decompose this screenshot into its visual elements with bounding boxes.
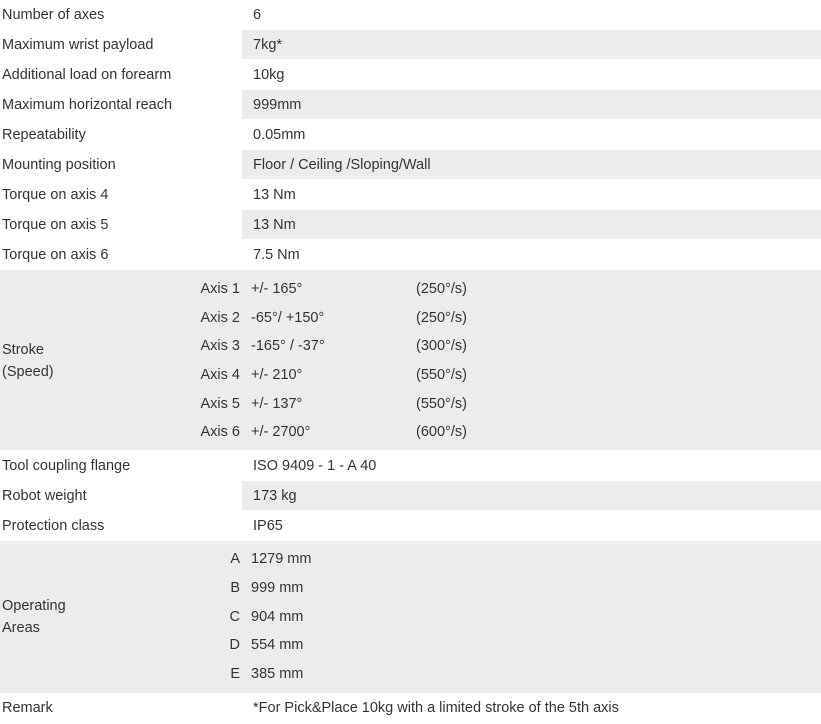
stroke-range: +/- 210° bbox=[251, 367, 303, 384]
spec-row-operating-areas bbox=[0, 541, 821, 693]
spec-value: 6 bbox=[242, 0, 821, 30]
stroke-range: +/- 137° bbox=[251, 395, 303, 412]
spec-row-torque-axis-5 bbox=[0, 210, 821, 240]
operating-area-value: 385 mm bbox=[251, 665, 304, 682]
spec-row-robot-weight bbox=[0, 481, 821, 511]
operating-area-key: B bbox=[230, 579, 240, 596]
stroke-axis-label: Axis 2 bbox=[200, 309, 240, 326]
spec-label: Remark bbox=[0, 693, 242, 723]
spec-row-number-of-axes bbox=[0, 0, 821, 30]
spec-row-mounting-position bbox=[0, 150, 821, 180]
stroke-axis-label: Axis 5 bbox=[200, 395, 240, 412]
spec-row-tool-coupling-flange bbox=[0, 451, 821, 481]
spec-label: Mounting position bbox=[0, 150, 242, 180]
stroke-axis-label: Axis 4 bbox=[200, 367, 240, 384]
stroke-speed: (300°/s) bbox=[416, 338, 467, 355]
spec-row-additional-load bbox=[0, 60, 821, 90]
spec-value: *For Pick&Place 10kg with a limited stroke of the 5th axis bbox=[242, 693, 821, 723]
operating-value-row bbox=[240, 660, 821, 689]
spec-value: 7.5 Nm bbox=[242, 240, 821, 270]
spec-row-remark bbox=[0, 693, 821, 723]
stroke-value-row bbox=[240, 304, 821, 333]
operating-value-row bbox=[240, 545, 821, 574]
operating-area-value: 999 mm bbox=[251, 579, 304, 596]
spec-value: 999mm bbox=[242, 90, 821, 120]
stroke-range: +/- 165° bbox=[251, 281, 303, 297]
stroke-value-row bbox=[240, 418, 821, 447]
spec-value: 7kg* bbox=[242, 30, 821, 60]
stroke-speed: (600°/s) bbox=[416, 424, 467, 441]
spec-row-torque-axis-4 bbox=[0, 180, 821, 210]
spec-label: Additional load on forearm bbox=[0, 60, 242, 90]
stroke-values bbox=[240, 275, 821, 447]
spec-label: Torque on axis 4 bbox=[0, 180, 242, 210]
spec-row-repeatability bbox=[0, 120, 821, 150]
stroke-title bbox=[0, 275, 162, 447]
stroke-value-row bbox=[240, 361, 821, 390]
spec-value: 13 Nm bbox=[242, 210, 821, 240]
spec-label: Robot weight bbox=[0, 481, 242, 511]
stroke-axis-label: Axis 6 bbox=[200, 424, 240, 441]
stroke-value-row bbox=[240, 275, 821, 304]
operating-area-key: A bbox=[230, 551, 240, 568]
spec-value: IP65 bbox=[242, 511, 821, 541]
stroke-speed: (250°/s) bbox=[416, 309, 467, 326]
stroke-range: -65°/ +150° bbox=[251, 309, 325, 326]
spec-row-max-wrist-payload bbox=[0, 30, 821, 60]
stroke-speed: (550°/s) bbox=[416, 367, 467, 384]
stroke-value-row bbox=[240, 390, 821, 419]
spec-label: Torque on axis 6 bbox=[0, 240, 242, 270]
operating-title-line2: Areas bbox=[2, 619, 40, 636]
stroke-value-row bbox=[240, 332, 821, 361]
stroke-range: -165° / -37° bbox=[251, 338, 325, 355]
spec-row-max-horizontal-reach bbox=[0, 90, 821, 120]
spec-label: Maximum wrist payload bbox=[0, 30, 242, 60]
operating-area-key: D bbox=[229, 637, 240, 654]
spec-value: 13 Nm bbox=[242, 180, 821, 210]
operating-area-value: 904 mm bbox=[251, 608, 304, 625]
operating-area-key: E bbox=[230, 665, 240, 682]
stroke-range: +/- 2700° bbox=[251, 424, 311, 441]
spec-label: Torque on axis 5 bbox=[0, 210, 242, 240]
operating-value-row bbox=[240, 603, 821, 632]
stroke-axis-label: Axis 1 bbox=[200, 281, 240, 297]
spec-label: Number of axes bbox=[0, 0, 242, 30]
operating-value-row bbox=[240, 574, 821, 603]
spec-label: Repeatability bbox=[0, 120, 242, 150]
spec-value: 0.05mm bbox=[242, 120, 821, 150]
operating-values bbox=[240, 545, 821, 688]
stroke-title-line1: Stroke bbox=[2, 342, 44, 359]
spec-label: Tool coupling flange bbox=[0, 451, 242, 481]
spec-value: Floor / Ceiling /Sloping/Wall bbox=[242, 150, 821, 180]
spec-label: Protection class bbox=[0, 511, 242, 541]
operating-area-value: 1279 mm bbox=[251, 551, 312, 568]
stroke-block bbox=[0, 270, 821, 451]
stroke-speed: (250°/s) bbox=[416, 281, 467, 297]
operating-value-row bbox=[240, 631, 821, 660]
operating-area-keys bbox=[162, 545, 240, 688]
operating-area-value: 554 mm bbox=[251, 637, 304, 654]
spec-row-protection-class bbox=[0, 511, 821, 541]
spec-value: ISO 9409 - 1 - A 40 bbox=[242, 451, 821, 481]
spec-value: 173 kg bbox=[242, 481, 821, 511]
stroke-title-line2: (Speed) bbox=[2, 364, 54, 381]
stroke-axis-labels bbox=[162, 275, 240, 447]
stroke-speed: (550°/s) bbox=[416, 395, 467, 412]
operating-area-key: C bbox=[229, 608, 240, 625]
operating-block bbox=[0, 541, 821, 693]
spec-row-stroke bbox=[0, 270, 821, 451]
spec-row-torque-axis-6 bbox=[0, 240, 821, 270]
operating-title bbox=[0, 545, 162, 688]
spec-label: Maximum horizontal reach bbox=[0, 90, 242, 120]
stroke-axis-label: Axis 3 bbox=[200, 338, 240, 355]
spec-value: 10kg bbox=[242, 60, 821, 90]
operating-title-line1: Operating bbox=[2, 597, 66, 614]
